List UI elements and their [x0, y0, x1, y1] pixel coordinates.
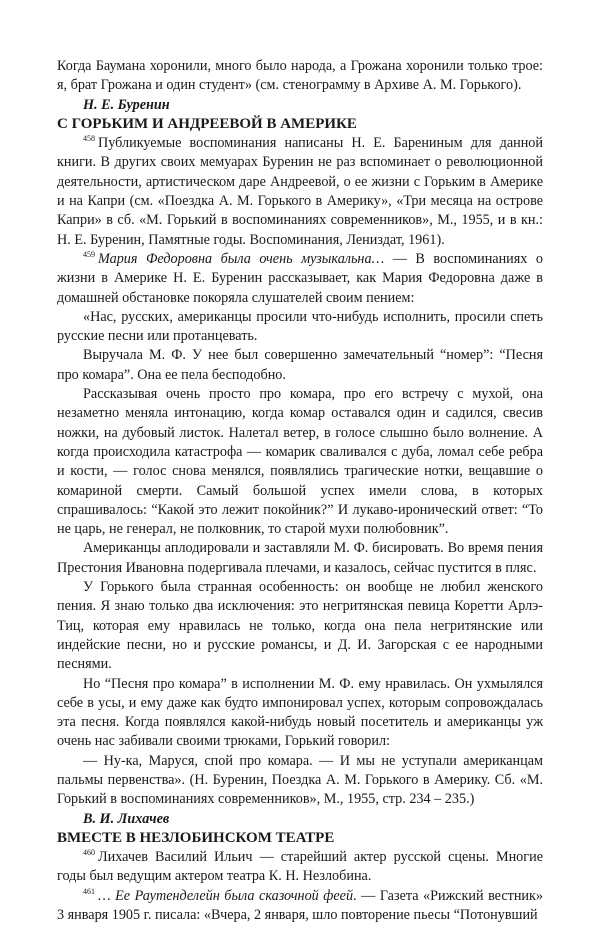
footnote [57, 887, 543, 925]
document-page [57, 57, 543, 925]
paragraph: Когда Баумана хоронили, много было народа, а Грожана хоронили только трое: я, брат Грожана и один студент» (см. стенограмму в Архиве А. М. Горького). [57, 58, 543, 94]
footnote-text: Лихачев Василий Ильич — старейший актер русской сцены. Многие годы был ведущим актером театра К. Н. Незлобина. [57, 849, 543, 885]
paragraph: Американцы аплодировали и заставляли М. Ф. бисировать. Во время пения Престония Ивановна подергивала плечами, и казалось, сейчас пустится в пляс. [57, 540, 543, 576]
footnote-text: Публикуемые воспоминания написаны Н. Е. Барениным для данной книги. В других своих мемуарах Буренин не раз вспоминает о революционной деятельности, артистическом даре Андреевой, о ее жизни с Горьким в Америке и на Капри (см. «Поездка А. М. Горького в Америку», «Три месяца на острове Капри» в сб. «М. Горький в воспоминаниях современников», М., 1955, и в кн.: Н. Е. Буренин, Памятные годы. Воспоминания, Лениздат, 1961). [57, 135, 543, 248]
footnote-number: 461 [83, 886, 95, 896]
footnote [57, 134, 543, 250]
footnote-text: — В воспоминаниях о жизни в Америке Н. Е. Буренин рассказывает, как Мария Федоровна даже в домашней обстановке покоряла слушателей своим пением: [57, 250, 543, 306]
footnote-number: 460 [83, 848, 95, 858]
section-title: С ГОРЬКИМ И АНДРЕЕВОЙ В АМЕРИКЕ [57, 115, 357, 132]
footnote [57, 848, 543, 887]
footnote-number: 458 [83, 134, 95, 144]
section-author: В. И. Лихачев [83, 810, 170, 827]
footnote-number: 459 [83, 249, 95, 259]
section-author: Н. Е. Буренин [83, 96, 170, 113]
footnote [57, 250, 543, 308]
paragraph: Выручала М. Ф. У нее был совершенно замечательный “номер”: “Песня про комара”. Она ее пела бесподобно. [57, 347, 543, 383]
section-title: ВМЕСТЕ В НЕЗЛОБИНСКОМ ТЕАТРЕ [57, 829, 335, 846]
paragraph: Но “Песня про комара” в исполнении М. Ф. ему нравилась. Он ухмылялся себе в усы, и ему даже как будто импонировал успех, которым сопровождалась эта песня. Когда появлялся какой-нибудь новый посетитель и американцы уж очень нас забивали своими трюками, Горький говорил: [57, 675, 543, 750]
footnote-text: . — Газета «Рижский вестник» 3 января 1905 г. писала: «Вчера, 2 января, шло повторение пьесы “Потонувший [57, 887, 544, 924]
footnote-quote: Мария Федоровна была очень музыкальна… [98, 250, 385, 267]
paragraph: — Ну-ка, Маруся, спой про комара. — И мы не уступали американцам пальмы первенства». (Н. Буренин, Поездка А. М. Горького в Америку. Сб. «М. Горький в воспоминаниях современников», М., 1955, стр. 234 – 235.) [57, 752, 543, 808]
paragraph: У Горького была странная особенность: он вообще не любил женского пения. Я знаю только два исключения: это негритянская певица Коретти Арлэ-Тиц, которая ему нравилась не только, когда она пела негритянские или индейские песни, но и русские романсы, и Д. И. Загорская с ее народными песнями. [57, 579, 543, 673]
paragraph: Рассказывая очень просто про комара, про его встречу с мухой, она незаметно меняла интонацию, когда комар оставался один и садился, свесив ножки, на дубовый листок. Налетал ветер, в голосе слышно было волнение. А когда происходила катастрофа — комарик сваливался с дуба, ломал себе ребра и кости, — голос снова менялся, появлялись трагические нотки, вещавшие о комариной смерти. Самый большой успех имели слова, в которых спрашивалось: “Какой это лежит покойник?” И лукаво-иронический ответ: “То не царь, не генерал, не полковник, то старой мухи полюбовник”. [57, 386, 543, 538]
footnote-quote: … Ее Раутенделейн была сказочной феей [98, 887, 354, 904]
paragraph: «Нас, русских, американцы просили что-нибудь исполнить, просили спеть русские песни или протанцевать. [57, 308, 543, 345]
